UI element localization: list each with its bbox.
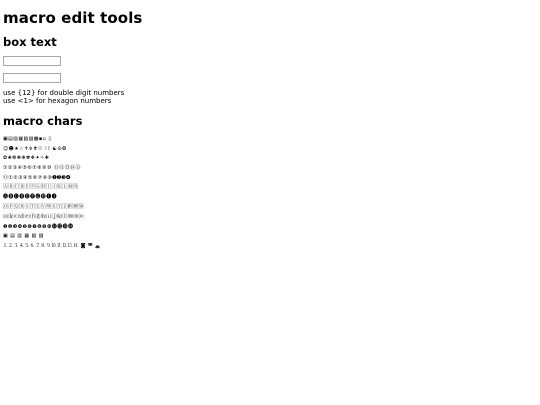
macro-char-row-9[interactable]: ⒜⒝⒞⒟⒠⒡⒢⒣⒤⒥⒦⒧⒨⒩⒪ <box>3 214 85 220</box>
macro-char-row-4[interactable]: ①②③④⑤⑥⑦⑧⑨⑩ ⑪⑫⑬⑭⑮ <box>3 165 81 171</box>
macro-char-row-10[interactable]: ❶❷❸❹❺❻❼❽❾❿⓫⓬⓭⓮ <box>3 224 74 230</box>
macro-char-row-7[interactable]: 🅐🅑🅒🅓🅔🅕🅖🅗🅘🅙 <box>3 194 58 200</box>
box-text-input-1[interactable] <box>3 56 61 66</box>
double-digit-hint: use {12} for double digit numbers <box>3 89 125 97</box>
hexagon-hint: use <1> for hexagon numbers <box>3 97 112 105</box>
box-text-heading: box text <box>3 35 57 49</box>
macro-chars-heading: macro chars <box>3 114 83 128</box>
macro-char-row-11[interactable]: ▣ ▤ ▥ ▦ ▧ ▨ <box>3 233 44 239</box>
macro-char-row-3[interactable]: ✿❀❁❃❋✾❖✦✧✚ <box>3 155 50 161</box>
macro-char-row-5[interactable]: ⓪①②③④⑤⑥⑦⑧⑨➊➋➌➍ <box>3 175 71 181</box>
macro-char-row-8[interactable]: 🄾🄿🅀🅁🅂🅃🅄🅅🅆🅇🅈🅉🅊🅋🅌 <box>3 204 85 210</box>
macro-char-row-6[interactable]: 🄰🄱🄲🄳🄴🄵🄶🄷🄸🄹🄺🄻🄼🄽 <box>3 184 79 190</box>
page-title: macro edit tools <box>3 9 143 27</box>
box-text-input-2[interactable] <box>3 73 61 83</box>
macro-char-row-2[interactable]: ☺☻★☆✝✞✟☉☽☾☯☮❂ <box>3 146 67 152</box>
macro-char-row-1[interactable]: ▣▤▥▦▧▨▩▪▫ ▯ <box>3 136 52 142</box>
macro-char-row-12[interactable]: ⒈⒉⒊⒋⒌⒍⒎⒏⒐⒑⒒⒓⒔⒕ ◙ ◚ ◛ <box>3 243 101 249</box>
